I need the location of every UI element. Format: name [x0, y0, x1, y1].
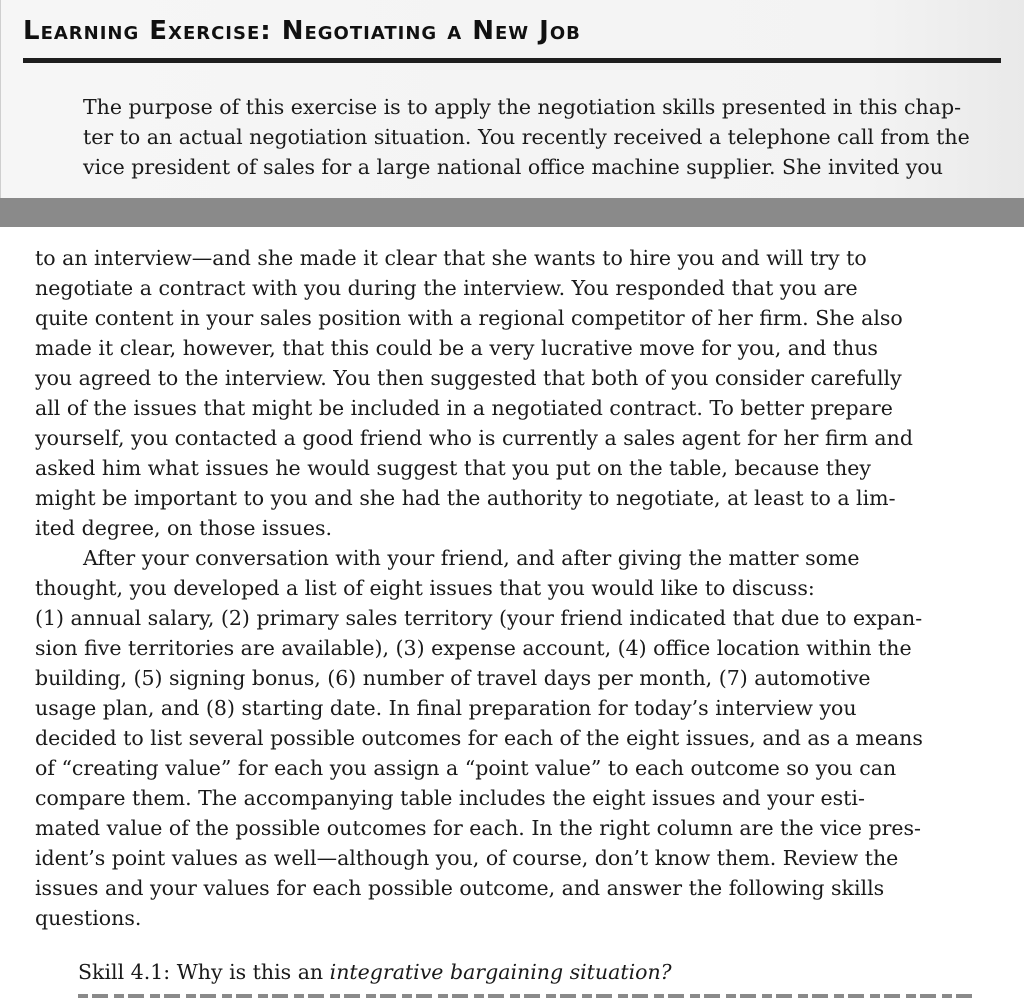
intro-line: ter to an actual negotiation situation. You recently received a telephone call from the — [83, 125, 970, 149]
top-scan-panel — [0, 0, 1024, 198]
body-line: you agreed to the interview. You then suggested that both of you consider carefully — [35, 366, 902, 390]
skill-question-text: Why is this an — [176, 960, 330, 984]
body-line: decided to list several possible outcomes for each of the eight issues, and as a means — [35, 726, 923, 750]
body-line: thought, you developed a list of eight issues that you would like to discuss: — [35, 576, 815, 600]
body-line: ited degree, on those issues. — [35, 516, 333, 540]
body-line: mated value of the possible outcomes for each. In the right column are the vice pres- — [35, 816, 921, 840]
body-line: ident’s point values as well—although you, of course, don’t know them. Review the — [35, 846, 899, 870]
heading-rule — [23, 58, 1001, 63]
skill-question — [78, 957, 672, 987]
body-line: made it clear, however, that this could be a very lucrative move for you, and thus — [35, 336, 878, 360]
intro-line: The purpose of this exercise is to apply the negotiation skills presented in this chap- — [83, 95, 961, 119]
body-line: quite content in your sales position with a regional competitor of her firm. She also — [35, 306, 903, 330]
body-line: usage plan, and (8) starting date. In final preparation for today’s interview you — [35, 696, 857, 720]
body-line: compare them. The accompanying table includes the eight issues and your esti- — [35, 786, 865, 810]
skill-question-italic: integrative bargaining situation? — [329, 960, 672, 984]
skill-label: Skill 4.1: — [78, 960, 171, 984]
body-line: yourself, you contacted a good friend who is currently a sales agent for her firm and — [35, 426, 913, 450]
intro-paragraph — [83, 92, 1023, 182]
cut-off-text-line — [78, 990, 978, 998]
intro-line: vice president of sales for a large national office machine supplier. She invited you — [83, 155, 943, 179]
body-line: might be important to you and she had the authority to negotiate, at least to a lim- — [35, 486, 896, 510]
body-line: asked him what issues he would suggest that you put on the table, because they — [35, 456, 871, 480]
body-text — [35, 243, 1020, 933]
page-break-band — [0, 198, 1024, 227]
body-line: After your conversation with your friend, and after giving the matter some — [83, 546, 860, 570]
body-line: all of the issues that might be included in a negotiated contract. To better prepare — [35, 396, 893, 420]
body-line: of “creating value” for each you assign a “point value” to each outcome so you can — [35, 756, 897, 780]
body-line: questions. — [35, 906, 142, 930]
body-line: sion five territories are available), (3) expense account, (4) office location within the — [35, 636, 912, 660]
body-line: building, (5) signing bonus, (6) number of travel days per month, (7) automotive — [35, 666, 871, 690]
body-line: negotiate a contract with you during the interview. You responded that you are — [35, 276, 858, 300]
body-line: issues and your values for each possible outcome, and answer the following skills — [35, 876, 885, 900]
exercise-heading: Learning Exercise: Negotiating a New Job — [23, 16, 581, 46]
body-line: (1) annual salary, (2) primary sales territory (your friend indicated that due to expan- — [35, 606, 923, 630]
body-line: to an interview—and she made it clear that she wants to hire you and will try to — [35, 246, 867, 270]
